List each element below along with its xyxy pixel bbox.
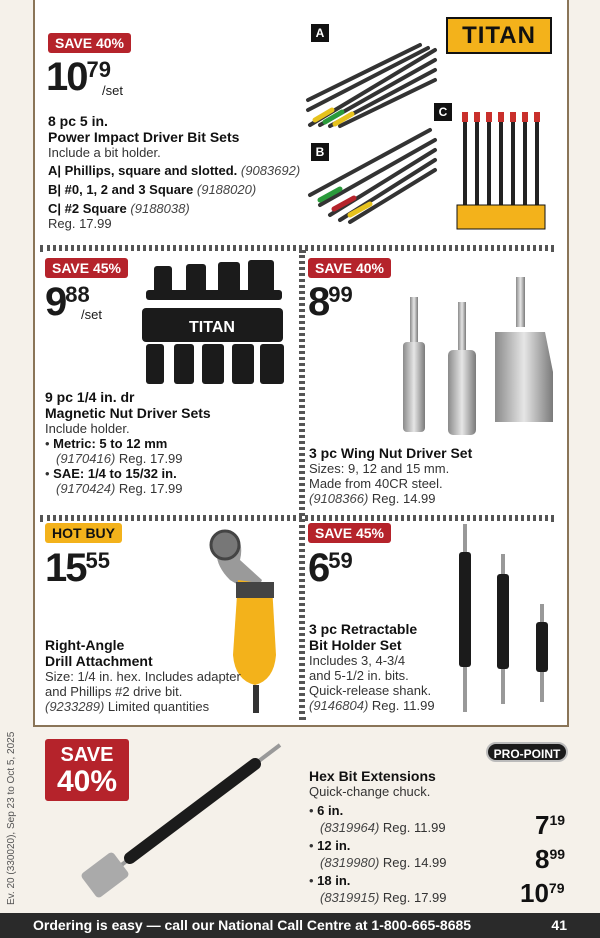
hex-item-6: • 6 in. (8319964) Reg. 11.99: [309, 803, 446, 835]
hex-price-6: 719: [535, 810, 566, 840]
price-dollars: 15: [45, 546, 86, 590]
angle-title-line2: Drill Attachment: [45, 653, 153, 669]
nut-desc: Include holder.: [45, 421, 130, 436]
nut-option-metric-sku: (9170416) Reg. 17.99: [56, 451, 183, 466]
bits-title-line1: 8 pc 5 in.: [48, 113, 108, 129]
label-c: C: [434, 103, 452, 121]
price-bits: [46, 55, 123, 99]
bits-description: [48, 113, 308, 231]
price-cents: 99: [328, 282, 353, 307]
nut-option-sae-sku: (9170424) Reg. 17.99: [56, 481, 183, 496]
holder-sku: (9146804) Reg. 11.99: [309, 698, 435, 713]
bits-desc: Include a bit holder.: [48, 145, 161, 160]
bits-option-a: A| Phillips, square and slotted. (9083692): [48, 163, 301, 178]
wing-line2: Made from 40CR steel.: [309, 476, 443, 491]
hex-item-12: • 12 in. (8319980) Reg. 14.99: [309, 838, 447, 870]
holder-line2: and 5-1/2 in. bits.: [309, 668, 409, 683]
price-cents: 79: [86, 57, 111, 82]
holder-line3: Quick-release shank.: [309, 683, 432, 698]
hex-item-18: • 18 in. (8319915) Reg. 17.99: [309, 873, 447, 905]
save-badge-wing: SAVE 40%: [308, 258, 391, 278]
angle-description: [45, 637, 295, 714]
nut-option-sae: • SAE: 1/4 to 15/32 in.: [45, 466, 177, 481]
bit-set-c-image: [455, 97, 555, 232]
bits-title-line2: Power Impact Driver Bit Sets: [48, 129, 240, 145]
price-dollars: 8: [308, 280, 329, 324]
nut-driver-set-image: [140, 260, 285, 388]
price-dollars: 9: [45, 280, 66, 324]
footer-text: Ordering is easy — call our National Call Centre at 1-800-665-8685: [33, 917, 472, 933]
nut-option-metric: • Metric: 5 to 12 mm: [45, 436, 168, 451]
hex-desc: Quick-change chuck.: [309, 784, 431, 799]
titan-logo: TITAN: [446, 17, 552, 54]
holder-title-line2: Bit Holder Set: [309, 637, 402, 653]
holder-line1: Includes 3, 4-3/4: [309, 653, 406, 668]
hex-price-18: 1079: [520, 878, 565, 908]
save-badge-nut: SAVE 45%: [45, 258, 128, 278]
pro-point-logo: PRO-POINT: [486, 742, 568, 762]
price-unit: /set: [81, 307, 102, 322]
price-wing: [308, 282, 353, 322]
price-cents: 88: [65, 282, 90, 307]
bits-option-b: B| #0, 1, 2 and 3 Square (9188020): [48, 182, 257, 197]
hex-save-label: SAVE: [60, 744, 114, 766]
bit-set-a-image: [300, 40, 440, 130]
angle-sku: (9233289) Limited quantities: [45, 699, 210, 714]
wing-description: [309, 445, 549, 506]
bit-set-b-image: [300, 125, 440, 225]
hot-buy-badge: HOT BUY: [45, 523, 122, 543]
price-dollars: 6: [308, 546, 329, 590]
event-date-note: Ev. 20 (330020), Sep 23 to Oct 5, 2025: [6, 731, 17, 905]
bits-option-c: C| #2 Square (9188038): [48, 201, 190, 216]
save-badge-bits: SAVE 40%: [48, 33, 131, 53]
angle-line2: and Phillips #2 drive bit.: [45, 684, 183, 699]
save-badge-holder: SAVE 45%: [308, 523, 391, 543]
price-cents: 55: [85, 548, 110, 573]
nut-description: [45, 389, 295, 496]
bits-reg: Reg. 17.99: [48, 216, 112, 231]
divider-v: [299, 250, 305, 720]
price-dollars: 10: [46, 55, 87, 99]
wing-nut-driver-image: [395, 272, 555, 437]
svg-text:TITAN: TITAN: [189, 319, 235, 336]
nut-title-line1: 9 pc 1/4 in. dr: [45, 389, 135, 405]
footer-bar: [0, 913, 600, 938]
bit-holder-set-image: [452, 522, 552, 715]
holder-title-line1: 3 pc Retractable: [309, 621, 418, 637]
hex-save-pct: 40%: [56, 765, 118, 798]
label-b: B: [311, 143, 329, 161]
angle-title-line1: Right-Angle: [45, 637, 125, 653]
price-holder: [308, 548, 353, 588]
price-unit: /set: [102, 83, 123, 98]
price-cents: 59: [328, 548, 353, 573]
wing-line1: Sizes: 9, 12 and 15 mm.: [309, 461, 450, 476]
hex-extension-image: [75, 740, 295, 900]
holder-description: [309, 621, 459, 713]
hex-price-12: 899: [535, 844, 566, 874]
label-a: A: [311, 24, 329, 42]
divider-h1: [40, 245, 554, 251]
wing-sku: (9108366) Reg. 14.99: [309, 491, 436, 506]
hex-title: Hex Bit Extensions: [309, 768, 436, 784]
price-nut: [45, 280, 102, 324]
hex-description: [309, 768, 509, 799]
divider-h2: [40, 515, 554, 521]
angle-line1: Size: 1/4 in. hex. Includes adapter: [45, 669, 241, 684]
price-angle: [45, 548, 110, 588]
wing-title: 3 pc Wing Nut Driver Set: [309, 445, 473, 461]
page-number: 41: [551, 917, 567, 933]
nut-title-line2: Magnetic Nut Driver Sets: [45, 405, 211, 421]
